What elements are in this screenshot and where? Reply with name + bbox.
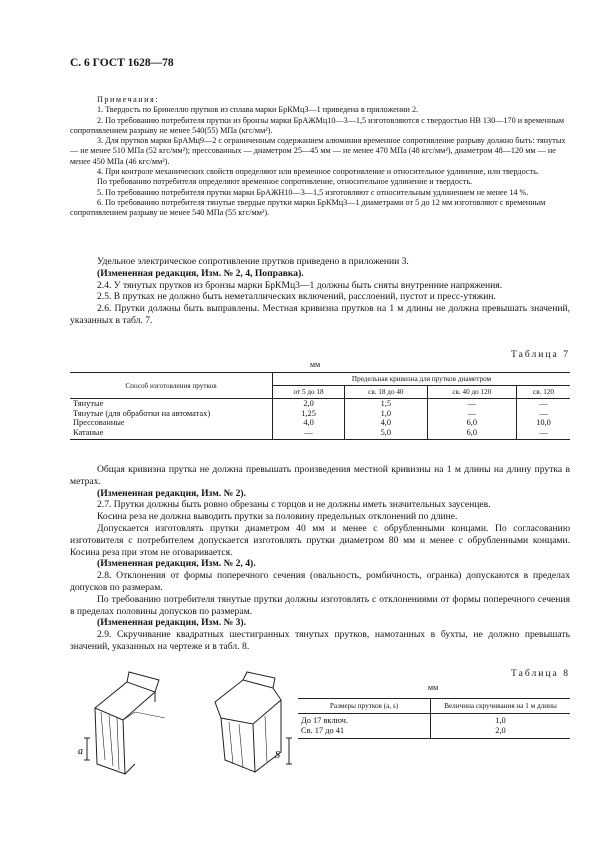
table-row <box>298 726 570 739</box>
paragraph-total-curvature: Общая кривизна прутка не должна превышать произведения местной кривизны на 1 м длины на длину прутка в метрах. <box>70 464 570 487</box>
table7-cell: — <box>517 409 570 419</box>
table7-cell: 5,0 <box>345 428 427 440</box>
hexagonal-bar-shape <box>215 680 281 772</box>
table7-cell: — <box>273 428 345 440</box>
table8-unit: мм <box>428 683 439 692</box>
paragraph-cut: Косина реза не должна выводить прутки за половину предельных отклонений по длине. <box>97 511 458 523</box>
square-bar-shape <box>95 682 155 774</box>
notes-block <box>70 95 570 219</box>
table7-col-2: св. 18 до 40 <box>345 386 427 399</box>
table7-cell: 4,0 <box>345 418 427 428</box>
note-4b: По требованию потребителя определяют временное сопротивление, относительное удлинение и твердость. <box>97 177 473 187</box>
label-a: a <box>78 746 83 757</box>
table8-value: 1,0 <box>431 714 571 726</box>
table-8 <box>298 698 570 739</box>
revision-note-1: (Измененная редакция, Изм. № 2, 4, Поправка). <box>97 267 304 279</box>
note-2: 2. По требованию потребителя прутки из бронзы марки БрАЖМц10—3—1,5 изготовляются с твердостью НВ 130—170 и временным сопротивлением разрыву не менее 540(55) МПа (кгс/мм²). <box>70 115 565 135</box>
table8-size: До 17 включ. <box>301 716 348 725</box>
table8-size: Св. 17 до 41 <box>301 725 345 735</box>
table8-header-twist: Величина скручивания на 1 м длины <box>431 699 571 714</box>
table7-cell: 1,5 <box>345 399 427 409</box>
twisted-bar-drawing <box>75 668 295 778</box>
paragraph-2-8: 2.8. Отклонения от формы поперечного сечения (овальность, ромбичность, огранка) допускаются в пределах допусков по размерам. <box>70 570 570 593</box>
table8-caption: Таблица 8 <box>510 668 570 679</box>
table7-cell: — <box>427 399 516 409</box>
revision-note-3: (Измененная редакция, Изм. № 2, 4). <box>97 558 256 570</box>
table7-header-method: Способ изготовления прутков <box>70 373 273 399</box>
label-s: S <box>275 750 280 761</box>
table7-caption: Таблица 7 <box>510 349 570 360</box>
body-section-1 <box>70 256 570 327</box>
paragraph-chopped-ends: Допускается изготовлять прутки диаметром 40 мм и менее с обрубленными концами. По согласованию изготовителя с потребителем допускается изготовлять прутки диаметром 80 мм и менее с обрубленными концами. Косина реза при этом не оговаривается. <box>70 522 570 558</box>
paragraph-2-6: 2.6. Прутки должны быть выправлены. Местная кривизна прутков на 1 м длины не должна превышать значений, указанных в табл. 7. <box>70 303 570 326</box>
table7-cell: — <box>517 428 570 440</box>
note-5: 5. По требованию потребителя прутки марки БрАЖН10—3—1,5 изготовляют с относительным удлинением не менее 14 %. <box>97 187 529 197</box>
table8-value: 2,0 <box>431 726 571 739</box>
notes-title: Примечания: <box>97 95 160 104</box>
table7-cell: 10,0 <box>517 418 570 428</box>
table7-cell: 2,0 <box>273 399 345 409</box>
table-row <box>70 399 570 409</box>
note-4: 4. При контроле механических свойств определяют или временное сопротивление и относительное удлинение, или твердость. <box>97 167 539 177</box>
table7-col-3: св. 40 до 120 <box>427 386 516 399</box>
table7-cell: 6,0 <box>427 428 516 440</box>
table7-row-name: Тянутые <box>73 399 104 408</box>
table7-row-name: Прессованные <box>73 418 125 428</box>
table7-cell: 6,0 <box>427 418 516 428</box>
table7-cell: 1,0 <box>345 409 427 419</box>
paragraph-2-4: 2.4. У тянутых прутков из бронзы марки БрКМц3—1 должны быть сняты внутренние напряжения. <box>97 279 503 291</box>
paragraph-shape-deviation: По требованию потребителя тянутые прутки должны изготовлять с отклонениями от формы поперечного сечения в пределах половины допусков по размерам. <box>70 593 570 617</box>
table-row <box>70 418 570 428</box>
revision-note-4: (Измененная редакция, Изм. № 3). <box>97 617 247 629</box>
note-3: 3. Для прутков марки БрАМц9—2 с ограниченным содержанием алюминия временное сопротивление разрыву должно быть: тянутых — не менее 510 МПа (52 кгс/мм²); прессованных — диаметром 25—45 мм — не менее 470 МПа (48 кгс/мм²), диаметром 48—120 мм — не менее 450 МПа (46 кгс/мм²). <box>70 136 566 166</box>
table-row <box>298 714 570 726</box>
note-1: 1. Твердость по Бринеллю прутков из сплава марки БрКМц3—1 приведена в приложении 2. <box>97 105 419 115</box>
table7-cell: — <box>517 399 570 409</box>
table7-cell: 4,0 <box>273 418 345 428</box>
paragraph-resistance: Удельное электрическое сопротивление прутков приведено в приложении 3. <box>97 256 409 267</box>
table7-cell: 1,25 <box>273 409 345 419</box>
table7-row-name: Тянутые (для обработки на автоматах) <box>73 408 211 418</box>
revision-note-2: (Измененная редакция, Изм. № 2). <box>97 487 247 499</box>
table-row <box>70 428 570 440</box>
note-6: 6. По требованию потребителя тянутые твердые прутки марки БрКМц3—1 диаметрами от 5 до 12 мм изготовляют с временным сопротивлением разрыву не менее 540 МПа (55 кгс/мм²). <box>70 197 546 218</box>
page-header: С. 6 ГОСТ 1628—78 <box>70 57 174 69</box>
table7-row-name: Катаные <box>73 427 104 437</box>
table7-col-1: от 5 до 18 <box>273 386 345 399</box>
table8-header-size: Размеры прутков (а, s) <box>298 699 431 714</box>
table7-cell: — <box>427 409 516 419</box>
table-row <box>70 409 570 419</box>
table7-col-4: св. 120 <box>517 386 570 399</box>
table7-unit: мм <box>310 360 321 369</box>
paragraph-2-7: 2.7. Прутки должны быть ровно обрезаны с торцов и не должны иметь значительных заусенцев. <box>97 499 491 511</box>
table-7 <box>70 372 570 440</box>
table7-header-group: Предельная кривизна для прутков диаметром <box>273 373 571 386</box>
paragraph-2-5: 2.5. В прутках не должно быть неметаллических включений, расслоений, пустот и пресс-утяжин. <box>97 291 496 303</box>
body-section-2 <box>70 464 570 653</box>
paragraph-2-9: 2.9. Скручивание квадратных шестигранных тянутых прутков, намотанных в бухты, не должно превышать значений, указанных на чертеже и в табл. 8. <box>70 629 570 652</box>
